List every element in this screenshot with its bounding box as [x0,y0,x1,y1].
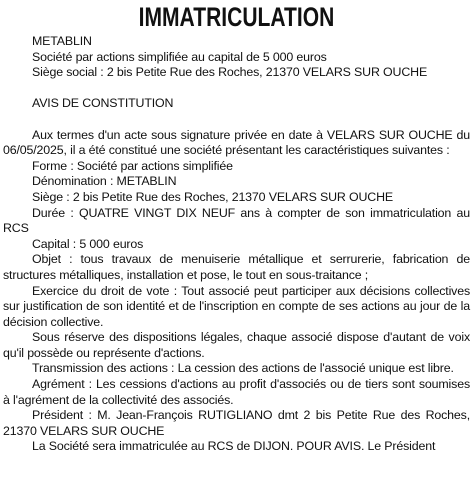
transmission-paragraph: Transmission des actions : La cession des actions de l'associé unique est libre. [32,361,454,376]
president-paragraph: Président : M. Jean-François RUTIGLIANO dmt 2 bis Petite Rue des Roches, 21370 VELARS SUR OUCHE [3,408,470,438]
spacer [3,81,470,97]
duree-paragraph: Durée : QUATRE VINGT DIX NEUF ans à compter de son immatriculation au RCS [3,205,470,236]
closing-paragraph: La Société sera immatriculée au RCS de DIJON. POUR AVIS. Le Président [32,439,436,454]
siege-paragraph: Siège : 2 bis Petite Rue des Roches, 21370 VELARS SUR OUCHE [32,189,393,204]
company-name: METABLIN [32,34,92,48]
notice-title: AVIS DE CONSTITUTION [32,96,174,111]
objet-paragraph: Objet : tous travaux de menuiserie métallique et serrurerie, fabrication de structures métalliques, installation et pose, le tout en sous-traitance ; [3,252,470,282]
company-description: Société par actions simplifiée au capital de 5 000 euros [32,49,327,64]
notice-body [3,34,470,455]
capital-paragraph: Capital : 5 000 euros [32,236,144,251]
agrement-paragraph: Agrément : Les cessions d'actions au profit d'associés ou de tiers sont soumises à l'agrément de la collectivité des associés. [3,377,470,407]
intro-paragraph: Aux termes d'un acte sous signature privée en date à VELARS SUR OUCHE du 06/05/2025, il a été constitué une société présentant les caractéristiques suivantes : [3,127,470,158]
spacer [3,112,470,128]
page-title: IMMATRICULATION [138,2,335,32]
denomination-paragraph: Dénomination : METABLIN [32,174,177,189]
company-seat: Siège social : 2 bis Petite Rue des Roches, 21370 VELARS SUR OUCHE [32,65,428,80]
vote-paragraph: Exercice du droit de vote : Tout associé peut participer aux décisions collectives sur justification de son identité et de l'inscription en compte de ses actions au jour de la décision collective. [3,283,470,329]
reserve-paragraph: Sous réserve des dispositions légales, chaque associé dispose d'autant de voix qu'il possède ou représente d'actions. [3,330,470,360]
forme-paragraph: Forme : Société par actions simplifiée [32,158,233,173]
